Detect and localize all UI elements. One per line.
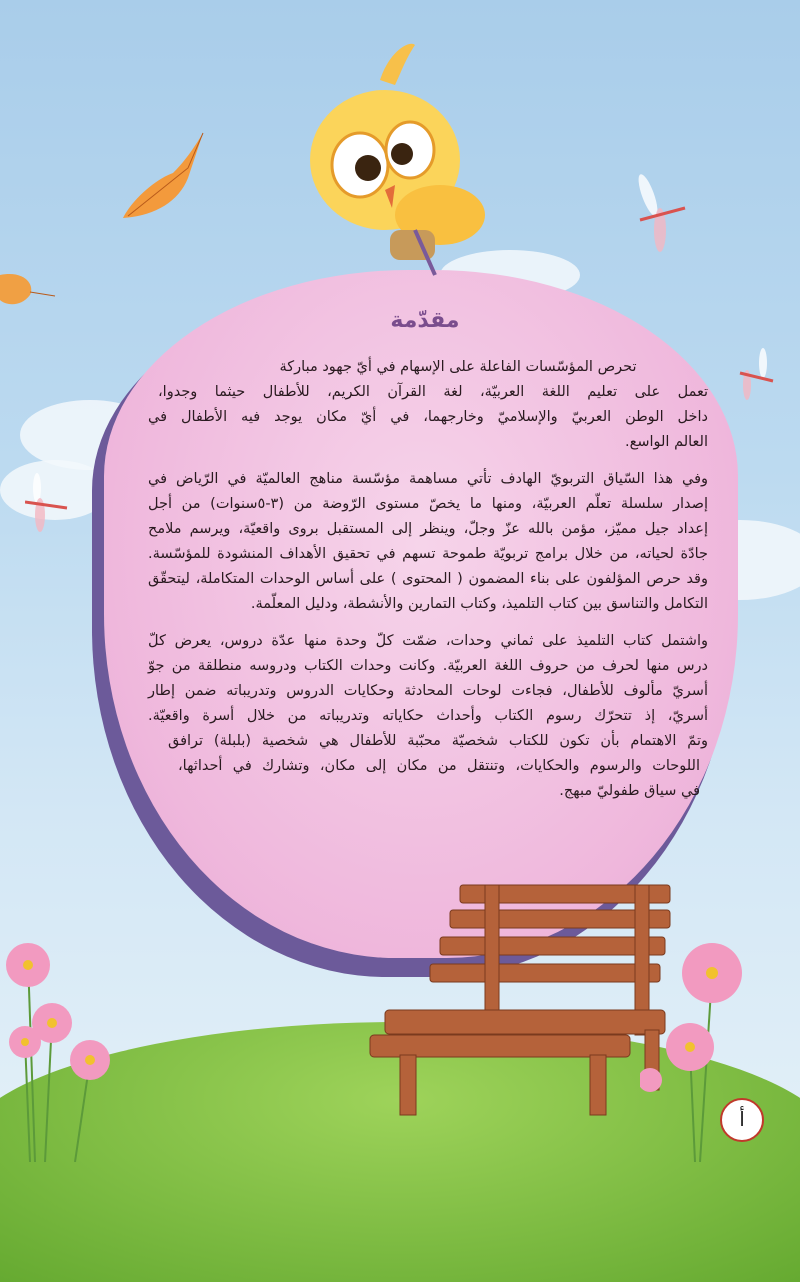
body-text bbox=[148, 355, 708, 816]
autumn-leaf-icon bbox=[0, 270, 60, 310]
text-line: وتمّ الاهتمام بأن تكون للكتاب شخصيّة محبّبة للأطفال هي شخصية (بلبلة) ترافق bbox=[168, 733, 708, 749]
text-line: اللوحات والرسوم والحكايات، وتنتقل من مكان إلى مكان، وتشارك في أحداثها، bbox=[178, 758, 700, 774]
text-line: التكامل والتناسق بين كتاب التلميذ، وكتاب التمارين والأنشطة، ودليل المعلّمة. bbox=[250, 596, 708, 612]
bird-character-icon bbox=[290, 40, 500, 280]
text-line: درس منها لحرف من حروف اللغة العربيّة. وكانت وحدات الكتاب ودروسه منطلقة من جوّ bbox=[148, 658, 708, 674]
text-line: جادّة لحياته، من خلال برامج تربويّة طموحة تسهم في تحقيق الأهداف المنشودة للمؤسّسة. bbox=[148, 546, 708, 562]
flowers-icon bbox=[0, 930, 120, 1162]
text-line: العالم الواسع. bbox=[625, 434, 708, 450]
text-line: داخل الوطن العربيّ والإسلاميّ وخارجهما، في أيّ مكان يوجد فيه الأطفال في bbox=[148, 409, 708, 425]
text-line: تحرص المؤسّسات الفاعلة على الإسهام في أيّ جهود مباركة bbox=[279, 359, 637, 375]
paragraph bbox=[148, 355, 708, 455]
paragraph bbox=[148, 467, 708, 617]
dragonfly-icon bbox=[630, 170, 690, 260]
paragraph bbox=[148, 629, 708, 804]
dragonfly-icon bbox=[25, 470, 70, 535]
text-line: تعمل على تعليم اللغة العربيّة، لغة القرآن الكريم، للأطفال حيثما وجدوا، bbox=[158, 384, 708, 400]
bench-icon bbox=[365, 880, 685, 1120]
autumn-leaf-icon bbox=[118, 128, 208, 223]
text-line: أسريّ مألوف للأطفال، فجاءت لوحات المحادثة وحكايات الدروس وتدريباته ضمن إطار bbox=[148, 683, 708, 699]
text-line: أسريّ، إذ تتحرّك رسوم الكتاب وأحداث حكاياته وتدريباته من خلال أسرة واقعيّة. bbox=[148, 708, 708, 724]
text-line: إصدار سلسلة تعلّم العربيّة، ومنها ما يخصّ مستوى الرّوضة من (٣-٥سنوات) من أجل bbox=[148, 496, 708, 512]
page-title: مقدّمة bbox=[390, 308, 460, 333]
text-line: في سياق طفوليّ مبهج. bbox=[559, 783, 700, 799]
text-line: وفي هذا السّياق التربويّ الهادف تأتي مساهمة مؤسّسة مناهج العالميّة في الرّياض في bbox=[148, 471, 708, 487]
text-line: إعداد جيل مميّز، مؤمن بالله عزّ وجلّ، وينظر إلى المستقبل بروى واقعيّة، ويرسم ملامح bbox=[148, 521, 708, 537]
text-line: واشتمل كتاب التلميذ على ثماني وحدات، ضمّت كلّ وحدة منها عدّة دروس، يعرض كلّ bbox=[148, 633, 708, 649]
text-line: وقد حرص المؤلفون على بناء المضمون ( المحتوى ) على أساس الوحدات المتكاملة، ليتحقّق bbox=[148, 571, 708, 587]
page-number: أ bbox=[720, 1098, 764, 1142]
dragonfly-icon bbox=[735, 345, 775, 405]
